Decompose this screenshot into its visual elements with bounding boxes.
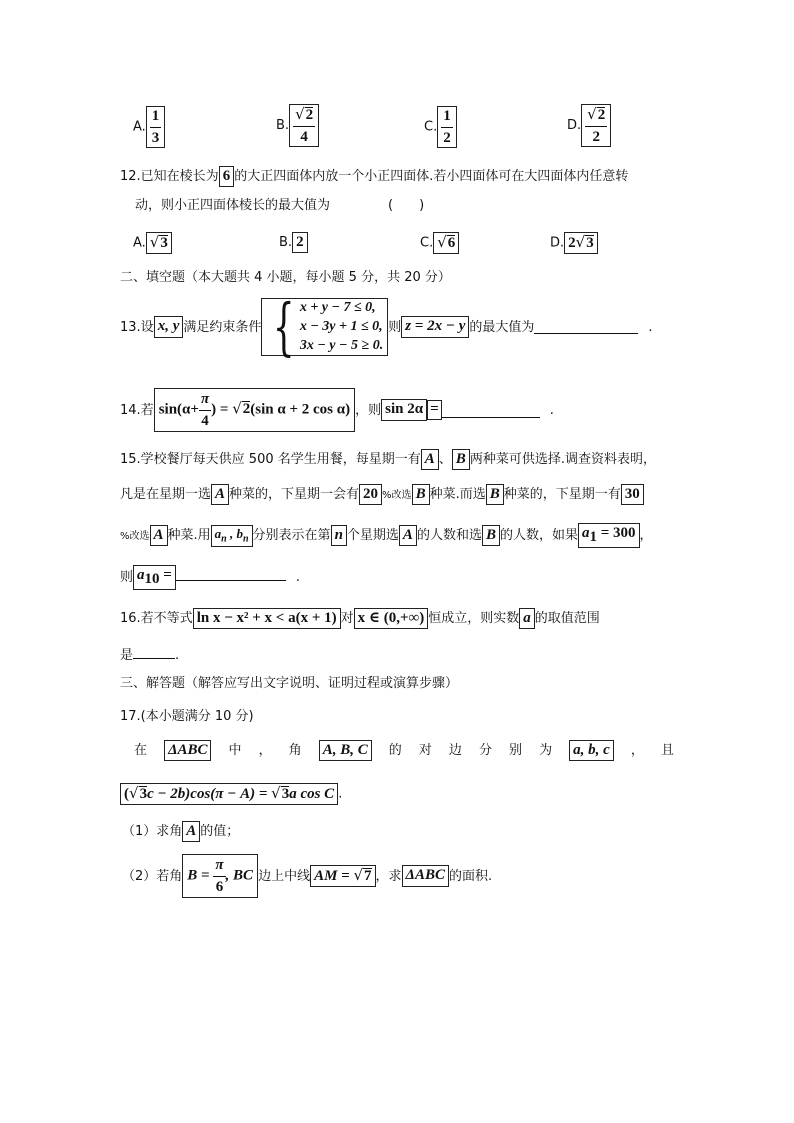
sequence-symbols: $a_n$ , $b_n$ (211, 525, 253, 547)
q12-line1: 12.已知在棱长为 6 的大正四面体内放一个小正四面体.若小四面体可在大四面体内任意转 (120, 166, 628, 187)
q14-equals: = (427, 400, 442, 419)
option-c-value: √6 (433, 232, 459, 254)
q13: 13.设 x, y 满足约束条件 { x + y − 7 ≤ 0, x − 3y + 1 ≤ 0, 3x − y − 5 ≥ 0. 则 z = 2x − y 的最大值为 . (120, 290, 653, 364)
section-heading-fill-in: 二、填空题（本大题共 4 小题，每小题 5 分，共 20 分） (120, 270, 451, 285)
q17-equation: (√3c − 2b)cos(π − A) = √3a cos C (120, 783, 338, 805)
option-letter: A. (133, 119, 146, 135)
answer-blank (176, 568, 286, 581)
q12-option-a: A. √3 (133, 232, 172, 254)
option-letter: C. (424, 119, 438, 135)
q15-line3: %改选 A 种菜.用 $a_n$ , $b_n$ 分别表示在第 n 个星期选 A 的人数和选 B 的人数，如果 $a_1 = 300$ ， (120, 523, 653, 548)
option-d-fraction: $\frac{√2}{2}$ (581, 104, 611, 147)
option-b-fraction: $\frac{√2}{4}$ (289, 104, 319, 147)
constraint-system: { x + y − 7 ≤ 0, x − 3y + 1 ≤ 0, 3x − y − 5 ≥ 0. (261, 298, 388, 356)
q17-line1: 在 ΔABC 中 ， 角 A, B, C 的 对 边 分 别 为 a, b, c ， 且 (134, 740, 674, 761)
answer-blank (442, 416, 540, 418)
initial-condition: $a_1 = 300$ (578, 523, 640, 548)
q11-option-d (567, 104, 611, 147)
a10-box: $a_{10}$ = (133, 565, 176, 590)
option-b-value: 2 (292, 232, 308, 253)
q17-part1: （1）求角 A 的值； (122, 821, 239, 842)
q11-option-a (133, 106, 165, 148)
q12-option-c: C. √6 (420, 232, 459, 254)
option-a-value: √3 (146, 232, 172, 254)
q17-part2: （2）若角 B = $\frac{\pi}{6}$ , BC 边上中线 AM = √7 ，求 ΔABC 的面积. (122, 854, 492, 898)
q14-equation: sin(α+ $\frac{\pi}{4}$ ) = √2(sin α + 2 cos α) (154, 388, 355, 432)
q16-inequality: ln x − x² + x < a(x + 1) (193, 608, 341, 629)
answer-blank (133, 646, 175, 659)
q17-heading: 17.(本小题满分 10 分) (120, 709, 254, 724)
q14-target: sin 2α (381, 399, 427, 420)
section-heading-solutions: 三、解答题（解答应写出文字说明、证明过程或演算步骤） (120, 676, 459, 691)
q16-line1: 16.若不等式 ln x − x² + x < a(x + 1) 对 x ∈ (0,+∞) 恒成立，则实数 a 的取值范围 (120, 608, 600, 629)
q11-option-b (276, 104, 319, 147)
q15-line2: 凡是在星期一选 A 种菜的，下星期一会有 20 %改选 B 种菜.而选 B 种菜的，下星期一有 30 (120, 484, 644, 505)
q16-line2: 是 . (120, 648, 180, 663)
option-a-fraction: $\frac{1}{3}$ (146, 106, 166, 148)
option-letter: D. (567, 118, 582, 134)
option-c-fraction: $\frac{1}{2}$ (437, 106, 457, 148)
q15-line4: 则 $a_{10}$ = . (120, 565, 300, 590)
q16-domain: x ∈ (0,+∞) (354, 608, 429, 629)
q12-option-b: B. 2 (279, 232, 308, 253)
q13-vars: x, y (154, 316, 184, 337)
objective-function: z = 2x − y (401, 316, 469, 337)
q12-line2: 动，则小正四面体棱长的最大值为 ( ) (135, 198, 425, 213)
answer-blank (534, 332, 638, 334)
brace-icon: { (273, 290, 295, 364)
q12-option-d: D. 2√3 (550, 232, 598, 254)
q17-median: AM = √7 (310, 865, 375, 887)
option-d-value: 2√3 (564, 232, 598, 254)
q17-angle-b: B = $\frac{\pi}{6}$ , BC (182, 854, 258, 898)
option-letter: B. (276, 118, 290, 134)
q17-condition: (√3c − 2b)cos(π − A) = √3a cos C . (120, 783, 342, 805)
answer-paren: ( ) (388, 198, 425, 213)
q15-line1: 15.学校餐厅每天供应 500 名学生用餐，每星期一有 A 、 B 两种菜可供选择.调查资料表明， (120, 449, 656, 470)
q14: 14.若 sin(α+ $\frac{\pi}{4}$ ) = √2(sin α + 2 cos α) ，则 sin 2α = . (120, 388, 554, 432)
q11-option-c (424, 106, 457, 148)
q12-edge-box: 6 (219, 166, 235, 187)
